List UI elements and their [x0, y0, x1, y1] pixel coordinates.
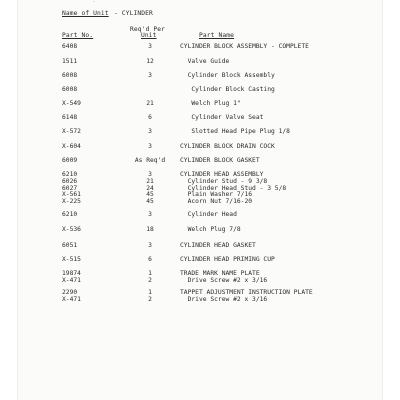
part-name-header: Part Name [199, 32, 235, 39]
part-number-cell: 6148 [62, 114, 78, 121]
quantity-cell: 3 [148, 143, 152, 150]
quantity-cell: 1 [148, 289, 152, 296]
quantity-cell: 3 [148, 43, 152, 50]
part-name-cell: Slotted Head Pipe Plug 1/8 [180, 128, 290, 135]
quantity-cell: 45 [146, 191, 154, 199]
part-name-cell: CYLINDER HEAD PRIMING CUP [180, 256, 275, 263]
top-header-fragment-right [236, 0, 273, 5]
part-number-cell: X-471 [62, 295, 81, 303]
part-name-cell: Plain Washer 7/16 [180, 191, 253, 199]
top-header-fragment: - ‘ [92, 0, 163, 5]
part-name-cell: Cylinder Head [180, 211, 237, 218]
part-number-cell: 19874 [62, 270, 81, 277]
quantity-cell: 2 [148, 276, 152, 284]
part-name-cell: Valve Guide [180, 58, 230, 65]
part-number-cell: X-572 [62, 128, 81, 135]
part-number-cell: 6008 [62, 72, 78, 79]
part-name-cell: Cylinder Stud - 9 3/8 [180, 177, 268, 185]
part-name-cell: Cylinder Head Stud - 3 5/8 [180, 184, 287, 192]
part-name-cell: Cylinder Block Assembly [180, 72, 275, 79]
part-name-cell: CYLINDER BLOCK GASKET [180, 157, 260, 164]
quantity-cell: 21 [146, 177, 154, 185]
quantity-cell: 3 [148, 242, 152, 249]
part-name-cell: Welch Plug 7/8 [180, 226, 241, 233]
part-name-cell: CYLINDER BLOCK DRAIN COCK [180, 143, 275, 150]
part-number-cell: 6210 [62, 211, 78, 218]
quantity-cell: 2 [148, 295, 152, 303]
name-of-unit-label: Name of Unit [62, 10, 109, 17]
part-name-cell: CYLINDER HEAD GASKET [180, 242, 256, 249]
part-name-cell: Cylinder Block Casting [180, 86, 275, 93]
part-name-cell: TRADE MARK NAME PLATE [180, 270, 260, 277]
part-number-cell: X-515 [62, 256, 81, 263]
quantity-cell: 45 [146, 198, 154, 206]
quantity-cell: 12 [146, 58, 154, 65]
part-number-cell: 2290 [62, 289, 78, 296]
part-name-cell: CYLINDER HEAD ASSEMBLY [180, 171, 264, 178]
part-number-cell: 1511 [62, 58, 78, 65]
part-name-cell: CYLINDER BLOCK ASSEMBLY - COMPLETE [180, 43, 309, 50]
part-number-cell: X-536 [62, 226, 81, 233]
part-number-cell: 6027 [62, 184, 78, 192]
quantity-cell: 3 [148, 128, 152, 135]
part-name-cell: Drive Screw #2 x 3/16 [180, 295, 268, 303]
quantity-cell: 24 [146, 184, 154, 192]
quantity-cell: 6 [148, 114, 152, 121]
quantity-cell: 18 [146, 226, 154, 233]
quantity-cell: 3 [148, 211, 152, 218]
part-number-cell: X-604 [62, 143, 81, 150]
quantity-cell: 3 [148, 171, 152, 178]
name-of-unit-value: - CYLINDER [114, 10, 153, 17]
part-number-cell: 6408 [62, 43, 78, 50]
quantity-cell: 6 [148, 256, 152, 263]
quantity-cell: 1 [148, 270, 152, 277]
reqd-header-line1: Req'd Per [130, 26, 166, 33]
part-number-cell: 6008 [62, 86, 78, 93]
quantity-cell: As Req'd [134, 157, 166, 164]
part-name-cell: TAPPET ADJUSTMENT INSTRUCTION PLATE [180, 289, 313, 296]
part-number-cell: X-225 [62, 198, 81, 206]
part-no-header: Part No. [62, 32, 94, 39]
part-number-cell: 6009 [62, 157, 78, 164]
part-number-cell: X-549 [62, 100, 81, 107]
part-name-cell: Welch Plug 1" [180, 100, 241, 107]
part-name-cell: Cylinder Valve Seat [180, 114, 264, 121]
part-number-cell: 6026 [62, 177, 78, 185]
part-name-cell: Drive Screw #2 x 3/16 [180, 276, 268, 284]
quantity-cell: 3 [148, 72, 152, 79]
part-number-cell: 6051 [62, 242, 78, 249]
part-name-cell: Acorn Nut 7/16-20 [180, 198, 253, 206]
part-number-cell: 6210 [62, 171, 78, 178]
part-number-cell: X-561 [62, 191, 81, 199]
part-number-cell: X-471 [62, 276, 81, 284]
reqd-header-line2: Unit [141, 32, 157, 39]
quantity-cell: 21 [146, 100, 154, 107]
